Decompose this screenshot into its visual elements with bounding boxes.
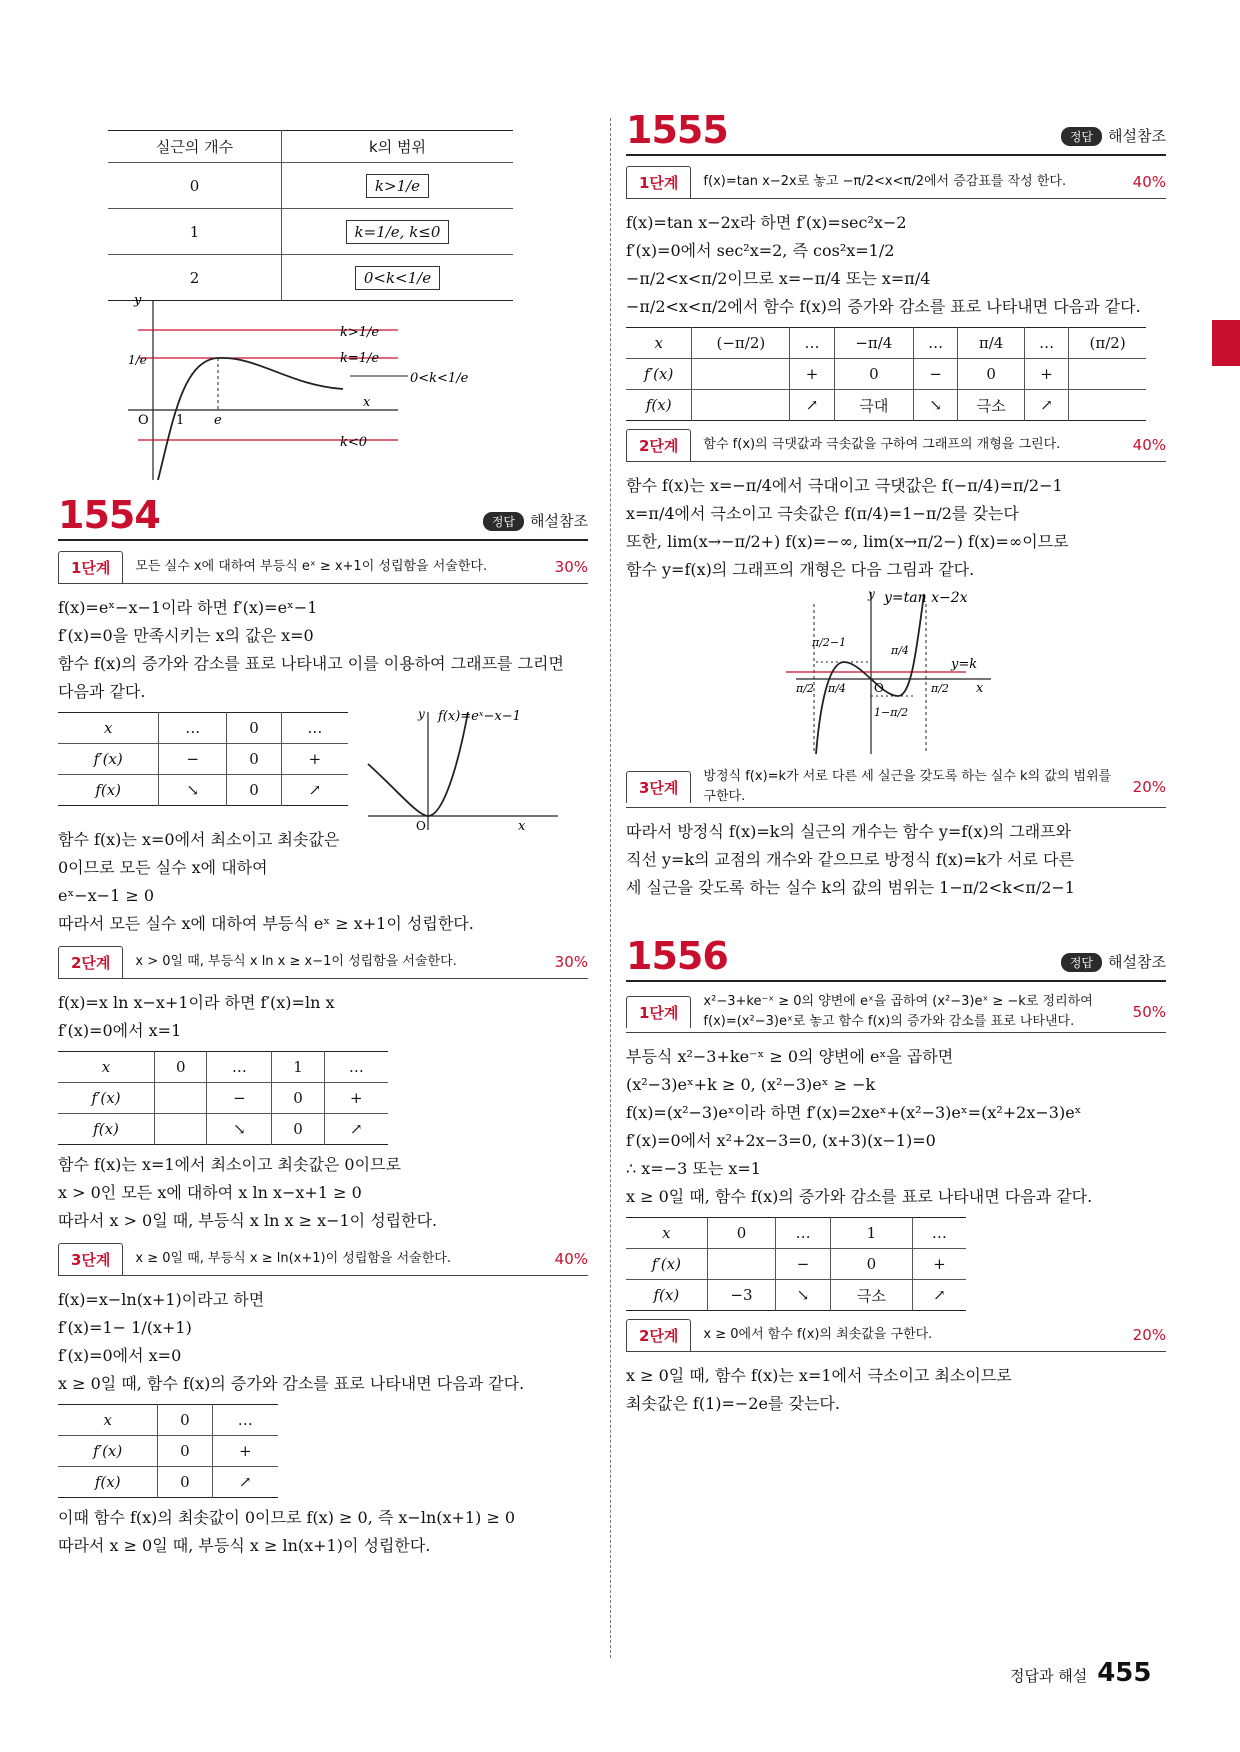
table-cell: f′(x): [93, 1442, 123, 1460]
text-line: f(x)=eˣ−x−1이라 하면 f′(x)=eˣ−1: [58, 598, 318, 617]
step-2: [58, 946, 588, 979]
graph-neg-half-pi: π/2: [796, 682, 814, 695]
graph-y: y: [868, 587, 875, 601]
right-column: [626, 110, 1166, 1418]
step-label: 1단계: [626, 996, 691, 1028]
step-2: [626, 429, 1166, 462]
table-cell: [692, 390, 790, 421]
range-value: k=1/e, k≤0: [346, 220, 450, 244]
table-cell: x: [103, 719, 113, 737]
text-line: eˣ−x−1 ≥ 0: [58, 886, 155, 905]
table-cell: ↗: [912, 1280, 966, 1311]
text-line: x ≥ 0일 때, 함수 f(x)의 증가와 감소를 표로 나타내면 다음과 같다.: [58, 1374, 525, 1393]
step-label: 2단계: [626, 429, 691, 461]
text-line: 또한, lim(x→−π/2+) f(x)=−∞, lim(x→π/2−) f(x)=∞이므로: [626, 532, 1069, 551]
text-line: f(x)=x ln x−x+1이라 하면 f′(x)=ln x: [58, 993, 335, 1012]
text-line: f(x)=tan x−2x라 하면 f′(x)=sec²x−2: [626, 213, 907, 232]
table-cell: +: [212, 1436, 278, 1467]
table-cell: …: [324, 1052, 388, 1083]
table-cell: f(x): [653, 1286, 680, 1304]
step-description: 함수 f(x)의 극댓값과 극솟값을 구하여 그래프의 개형을 그린다.: [703, 437, 1061, 452]
table-cell: ↗: [281, 775, 348, 806]
answer-text: 해설참조: [1108, 127, 1166, 145]
text-line: f′(x)=0에서 x=1: [58, 1021, 182, 1040]
table-cell: [155, 1083, 207, 1114]
table-cell: …: [1024, 328, 1068, 359]
step-description: f(x)=tan x−2x로 놓고 −π/2<x<π/2에서 증감표를 작성 한다.: [703, 174, 1067, 189]
graph-origin: O: [416, 819, 426, 831]
answer-tag: 정답: [483, 512, 524, 531]
table-cell: [707, 1249, 776, 1280]
problem-1555: [626, 110, 1166, 902]
table-cell: 0: [272, 1083, 324, 1114]
line-label-4: k<0: [340, 435, 368, 450]
table-cell: (−π/2): [692, 328, 790, 359]
problem-number: 1556: [626, 934, 728, 978]
text-line: 따라서 x ≥ 0일 때, 부등식 x ≥ ln(x+1)이 성립한다.: [58, 1536, 431, 1555]
step-description: x ≥ 0일 때, 부등식 x ≥ ln(x+1)이 성립함을 서술한다.: [135, 1251, 451, 1266]
range-value: k>1/e: [366, 174, 429, 198]
step-1: [58, 551, 588, 584]
line-label-2: k=1/e: [340, 351, 380, 366]
text-line: x > 0인 모든 x에 대하여 x ln x−x+1 ≥ 0: [58, 1183, 362, 1202]
table-cell: 1: [272, 1052, 324, 1083]
graph-origin: O: [874, 681, 884, 695]
step-label: 1단계: [58, 551, 123, 583]
table-cell: f(x): [93, 1120, 119, 1138]
text-line: ∴ x=−3 또는 x=1: [626, 1159, 761, 1178]
line-label-1: k>1/e: [340, 325, 380, 340]
step-description: x ≥ 0에서 함수 f(x)의 최솟값을 구한다.: [703, 1327, 933, 1342]
table-cell: +: [324, 1083, 388, 1114]
step-label: 3단계: [626, 771, 691, 803]
step-percent: 30%: [554, 558, 588, 576]
page-footer: [1010, 1658, 1152, 1688]
text-line: 따라서 x > 0일 때, 부등식 x ln x ≥ x−1이 성립한다.: [58, 1211, 438, 1230]
tick-inv-e: 1/e: [128, 353, 147, 367]
text-line: (x²−3)eˣ+k ≥ 0, (x²−3)eˣ ≥ −k: [626, 1075, 876, 1094]
step-description: x > 0일 때, 부등식 x ln x ≥ x−1이 성립함을 서술한다.: [135, 954, 457, 969]
text-line: 다음과 같다.: [58, 682, 146, 701]
table-cell: −: [776, 1249, 831, 1280]
page-number: 455: [1097, 1658, 1152, 1688]
table-cell: 극대: [834, 390, 913, 421]
text-line: f(x)=x−ln(x+1)이라고 하면: [58, 1290, 265, 1309]
step-1: [626, 166, 1166, 199]
step-label: 2단계: [58, 946, 123, 978]
answer-tag: 정답: [1061, 953, 1102, 972]
table-cell: f(x): [94, 1473, 121, 1491]
text-line: 따라서 방정식 f(x)=k의 실근의 개수는 함수 y=f(x)의 그래프와: [626, 822, 1072, 841]
table-cell: x: [662, 1224, 671, 1242]
table-cell: 0: [707, 1218, 776, 1249]
graph-x: x: [518, 819, 526, 831]
text-line: x ≥ 0일 때, 함수 f(x)는 x=1에서 극소이고 최소이므로: [626, 1366, 1012, 1385]
text-line: f(x)=(x²−3)eˣ이라 하면 f′(x)=2xeˣ+(x²−3)eˣ=(x²+2x−3)eˣ: [626, 1103, 1082, 1122]
graph-y: y: [418, 707, 425, 721]
table-cell: f′(x): [93, 750, 123, 768]
graph-half-pi: π/2: [931, 682, 949, 695]
table-cell: …: [212, 1405, 278, 1436]
table-cell: [1069, 390, 1146, 421]
roots-col-header: 실근의 개수: [108, 131, 281, 163]
text-line: 함수 f(x)는 x=1에서 최소이고 최솟값은 0이므로: [58, 1155, 401, 1174]
problem-number: 1555: [626, 108, 728, 152]
text-line: 함수 f(x)는 x=−π/4에서 극대이고 극댓값은 f(−π/4)=π/2−1: [626, 476, 1063, 495]
line-label-3: 0<k<1/e: [410, 371, 469, 386]
table-cell: 1: [830, 1218, 912, 1249]
table-cell: x: [103, 1411, 112, 1429]
problem-1556: [626, 936, 1166, 1418]
step-description: 방정식 f(x)=k가 서로 다른 세 실근을 갖도록 하는 실수 k의 값의 범위를 구한다.: [703, 769, 1112, 804]
step-description: 모든 실수 x에 대하여 부등식 eˣ ≥ x+1이 성립함을 서술한다.: [135, 559, 488, 574]
text-line: 함수 y=f(x)의 그래프의 개형은 다음 그림과 같다.: [626, 560, 975, 579]
step-percent: 40%: [1132, 173, 1166, 191]
table-cell: [692, 359, 790, 390]
k-range-graph: [118, 290, 518, 490]
table-cell: 0: [958, 359, 1025, 390]
graph-func-label: f(x)=eˣ−x−1: [438, 709, 521, 724]
footer-text: 정답과 해설: [1010, 1667, 1088, 1685]
table-cell: …: [913, 328, 957, 359]
roots-table: [108, 130, 513, 301]
table-cell: 0: [227, 744, 282, 775]
answer-tag: 정답: [1061, 127, 1102, 146]
step-1: [626, 992, 1166, 1033]
table-cell: f′(x): [644, 365, 674, 383]
text-line: x ≥ 0일 때, 함수 f(x)의 증가와 감소를 표로 나타내면 다음과 같다.: [626, 1187, 1093, 1206]
roots-count: 2: [108, 255, 281, 301]
table-cell: 극소: [958, 390, 1025, 421]
table-cell: 0: [158, 1405, 212, 1436]
step-3: [626, 767, 1166, 808]
variation-table-2: [58, 1051, 388, 1145]
text-line: 함수 f(x)는 x=0에서 최소이고 최솟값은: [58, 830, 340, 849]
variation-table-1: [58, 712, 348, 806]
table-cell: 0: [834, 359, 913, 390]
table-cell: 극소: [830, 1280, 912, 1311]
variation-table-1556: [626, 1217, 966, 1311]
table-cell: ↗: [790, 390, 834, 421]
variation-table-1555: [626, 327, 1146, 421]
table-cell: 0: [158, 1467, 212, 1498]
step-description: x²−3+ke⁻ˣ ≥ 0의 양변에 eˣ을 곱하여 (x²−3)eˣ ≥ −k로 정리하여 f(x)=(x²−3)eˣ로 놓고 함수 f(x)의 증가와 감소를 표로 나타낸다.: [703, 994, 1093, 1029]
step-percent: 20%: [1132, 778, 1166, 796]
answer-text: 해설참조: [1108, 953, 1166, 971]
table-cell: +: [790, 359, 834, 390]
table-cell: …: [790, 328, 834, 359]
table-cell: (π/2): [1069, 328, 1146, 359]
y-axis-label: y: [134, 293, 142, 308]
table-cell: 0: [155, 1052, 207, 1083]
step-3: [58, 1243, 588, 1276]
table-cell: …: [207, 1052, 272, 1083]
step-label: 3단계: [58, 1243, 123, 1275]
step-percent: 20%: [1132, 1326, 1166, 1344]
table-cell: f(x): [645, 396, 672, 414]
table-cell: −: [913, 359, 957, 390]
tick-e: e: [214, 413, 222, 428]
table-cell: +: [1024, 359, 1068, 390]
table-cell: 0: [158, 1436, 212, 1467]
range-value: 0<k<1/e: [355, 266, 440, 290]
table-cell: …: [281, 713, 348, 744]
table-cell: −3: [707, 1280, 776, 1311]
roots-count: 0: [108, 163, 281, 209]
table-cell: ↗: [212, 1467, 278, 1498]
graph-quarter-pi: π/4: [891, 644, 909, 657]
text-line: f′(x)=0에서 x=0: [58, 1346, 182, 1365]
x-axis-label: x: [363, 395, 371, 410]
table-cell: ↘: [207, 1114, 272, 1145]
table-cell: 0: [830, 1249, 912, 1280]
table-cell: f(x): [95, 781, 122, 799]
text-line: 따라서 모든 실수 x에 대하여 부등식 eˣ ≥ x+1이 성립한다.: [58, 914, 474, 933]
text-line: x=π/4에서 극소이고 극솟값은 f(π/4)=1−π/2를 갖는다: [626, 504, 1019, 523]
text-line: −π/2<x<π/2에서 함수 f(x)의 증가와 감소를 표로 나타내면 다음과 같다.: [626, 297, 1141, 316]
text-line: f′(x)=0을 만족시키는 x의 값은 x=0: [58, 626, 314, 645]
table-cell: −: [159, 744, 227, 775]
answer-text: 해설참조: [530, 512, 588, 530]
column-divider: [610, 118, 611, 1658]
text-line: 이때 함수 f(x)의 최솟값이 0이므로 f(x) ≥ 0, 즉 x−ln(x+1) ≥ 0: [58, 1508, 516, 1527]
text-line: 부등식 x²−3+ke⁻ˣ ≥ 0의 양변에 eˣ을 곱하면: [626, 1047, 954, 1066]
table-cell: −: [207, 1083, 272, 1114]
table-cell: +: [281, 744, 348, 775]
step-label: 1단계: [626, 166, 691, 198]
step-percent: 50%: [1132, 1003, 1166, 1021]
text-line: 직선 y=k의 교점의 개수와 같으므로 방정식 f(x)=k가 서로 다른: [626, 850, 1074, 869]
text-line: f′(x)=0에서 x²+2x−3=0, (x+3)(x−1)=0: [626, 1131, 936, 1150]
graph-max-label: π/2−1: [812, 636, 847, 649]
roots-count: 1: [108, 209, 281, 255]
step-percent: 30%: [554, 953, 588, 971]
table-cell: ↗: [324, 1114, 388, 1145]
graph-func-label: y=tan x−2x: [884, 590, 968, 606]
origin-label: O: [138, 413, 149, 428]
table-cell: …: [912, 1218, 966, 1249]
table-cell: [1069, 359, 1146, 390]
range-col-header: k의 범위: [369, 138, 426, 156]
text-line: 함수 f(x)의 증가와 감소를 표로 나타내고 이를 이용하여 그래프를 그리면: [58, 654, 564, 673]
table-cell: [155, 1114, 207, 1145]
table-cell: 0: [227, 775, 282, 806]
text-line: 0이므로 모든 실수 x에 대하여: [58, 858, 268, 877]
step-label: 2단계: [626, 1319, 691, 1351]
step-percent: 40%: [1132, 436, 1166, 454]
problem-number: 1554: [58, 493, 160, 537]
table-cell: 0: [227, 713, 282, 744]
table-cell: 0: [272, 1114, 324, 1145]
table-cell: …: [159, 713, 227, 744]
step-percent: 40%: [554, 1250, 588, 1268]
graph-min-label: 1−π/2: [874, 706, 909, 719]
text-line: 세 실근을 갖도록 하는 실수 k의 값의 범위는 1−π/2<k<π/2−1: [626, 878, 1075, 897]
tan-graph: [776, 584, 1036, 759]
table-cell: ↘: [159, 775, 227, 806]
table-cell: ↘: [776, 1280, 831, 1311]
graph-neg-quarter-pi: π/4: [828, 682, 846, 695]
table-cell: +: [912, 1249, 966, 1280]
table-cell: f′(x): [651, 1255, 681, 1273]
problem-1554: [58, 495, 588, 1560]
text-line: −π/2<x<π/2이므로 x=−π/4 또는 x=π/4: [626, 269, 931, 288]
table-cell: ↗: [1024, 390, 1068, 421]
table-cell: π/4: [958, 328, 1025, 359]
graph-yk-label: y=k: [951, 657, 978, 672]
chapter-tab: [1212, 320, 1240, 366]
table-cell: f′(x): [91, 1089, 121, 1107]
graph-x: x: [976, 681, 984, 696]
table-cell: ↘: [913, 390, 957, 421]
tick-one: 1: [176, 413, 185, 428]
table-cell: x: [654, 334, 663, 352]
text-line: f′(x)=1− 1/(x+1): [58, 1318, 192, 1337]
step-2: [626, 1319, 1166, 1352]
text-line: 최솟값은 f(1)=−2e를 갖는다.: [626, 1394, 840, 1413]
text-line: f′(x)=0에서 sec²x=2, 즉 cos²x=1/2: [626, 241, 895, 260]
exp-graph: [358, 706, 578, 831]
table-cell: x: [101, 1058, 111, 1076]
variation-table-3: [58, 1404, 278, 1498]
table-cell: −π/4: [834, 328, 913, 359]
table-cell: …: [776, 1218, 831, 1249]
